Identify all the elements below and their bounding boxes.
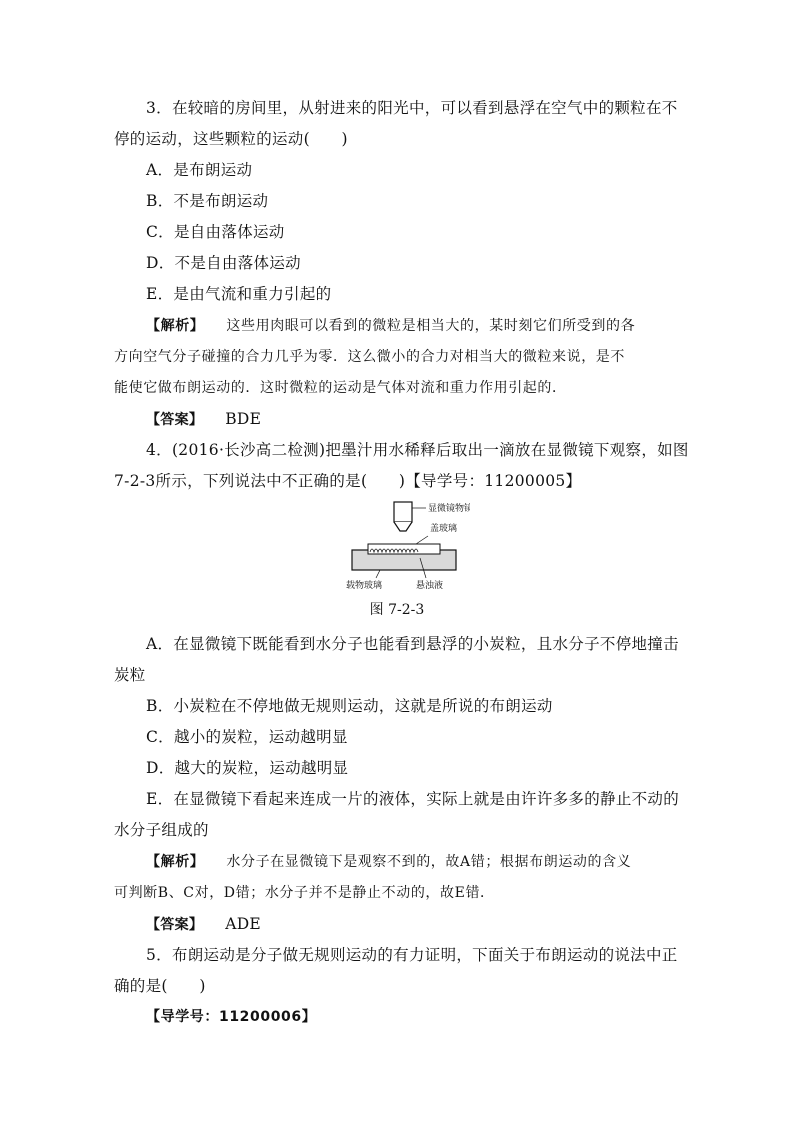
q3-answer-value: BDE <box>225 410 262 428</box>
q3-analysis-line3: 能使它做布朗运动的．这时微粒的运动是气体对流和重力作用引起的． <box>114 380 567 396</box>
q4-option-a-line2: 炭粒 <box>114 666 146 684</box>
q5-stem-line2: 确的是( ) <box>114 977 206 995</box>
q4-stem-line1: 4．(2016·长沙高二检测)把墨汁用水稀释后取出一滴放在显微镜下观察，如图 <box>146 441 689 459</box>
label-suspension: 悬浊液 <box>416 581 444 591</box>
figure-caption: 图 7-2-3 <box>369 602 425 618</box>
q3-answer-tag: 【答案】 <box>146 412 204 428</box>
cover-leader <box>416 536 428 544</box>
q3-answer-line <box>146 409 684 430</box>
q4-answer-line <box>146 914 684 935</box>
q4-analysis-line1 <box>146 852 684 872</box>
q4-option-d: D．越大的炭粒，运动越明显 <box>146 759 349 777</box>
q4-option-e-line1: E．在显微镜下看起来连成一片的液体，实际上就是由许许多多的静止不动的 <box>146 790 680 808</box>
q3-option-a: A．是布朗运动 <box>146 161 253 179</box>
q3-option-c: C．是自由落体运动 <box>146 223 285 241</box>
microscope-diagram <box>340 498 470 594</box>
q4-analysis-tag: 【解析】 <box>146 854 205 870</box>
q4-answer-tag: 【答案】 <box>146 917 204 933</box>
slide-leader <box>376 570 380 578</box>
label-objective: 显微镜物镜 <box>428 504 470 514</box>
q5-stem-line1: 5．布朗运动是分子做无规则运动的有力证明，下面关于布朗运动的说法中正 <box>146 946 678 964</box>
q3-option-d: D．不是自由落体运动 <box>146 254 301 272</box>
q3-analysis-tag: 【解析】 <box>146 318 205 334</box>
q3-analysis-line2: 方向空气分子碰撞的合力几乎为零．这么微小的合力对相当大的微粒来说，是不 <box>114 349 625 365</box>
q4-option-e-line2: 水分子组成的 <box>114 821 209 839</box>
q3-stem-line2: 停的运动，这些颗粒的运动( ) <box>114 130 348 148</box>
q3-analysis-text1: 这些用肉眼可以看到的微粒是相当大的，某时刻它们所受到的各 <box>226 318 636 334</box>
q4-analysis-text1: 水分子在显微镜下是观察不到的，故A错；根据布朗运动的含义 <box>226 854 632 870</box>
q4-answer-value: ADE <box>225 915 262 933</box>
q4-option-c: C．越小的炭粒，运动越明显 <box>146 728 348 746</box>
q3-stem-line1: 3．在较暗的房间里，从射进来的阳光中，可以看到悬浮在空气中的颗粒在不 <box>146 99 678 117</box>
objective-lens-tip <box>394 522 412 531</box>
q4-stem-line2: 7-2-3所示，下列说法中不正确的是( )【导学号：11200005】 <box>114 472 582 490</box>
microscope-figure <box>340 498 470 594</box>
q4-option-b: B．小炭粒在不停地做无规则运动，这就是所说的布朗运动 <box>146 697 553 715</box>
q3-option-e: E．是由气流和重力引起的 <box>146 285 332 303</box>
objective-lens-body <box>394 502 412 522</box>
q3-analysis-line1 <box>146 316 684 336</box>
q4-option-a-line1: A．在显微镜下既能看到水分子也能看到悬浮的小炭粒，且水分子不停地撞击 <box>146 635 679 653</box>
label-slide-glass: 载物玻璃 <box>346 581 383 591</box>
label-cover-glass: 盖玻璃 <box>430 524 458 534</box>
q5-guide-number: 【导学号：11200006】 <box>146 1009 317 1025</box>
q3-option-b: B．不是布朗运动 <box>146 192 269 210</box>
q4-analysis-line2: 可判断B、C对，D错；水分子并不是静止不动的，故E错． <box>114 885 495 901</box>
